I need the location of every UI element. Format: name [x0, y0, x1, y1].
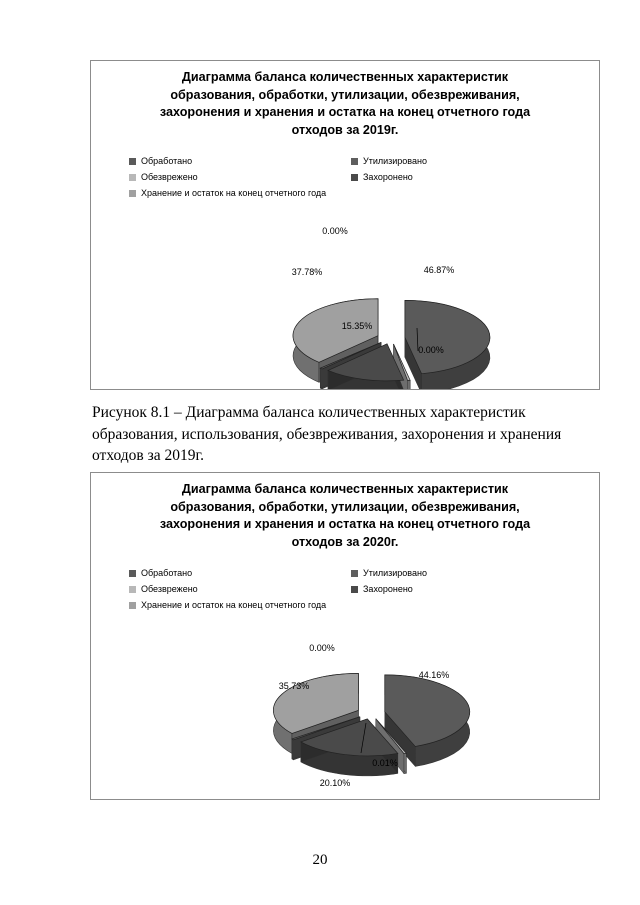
legend-label: Захоронено	[363, 172, 413, 182]
caption-line: отходов за 2019г.	[92, 447, 204, 464]
legend-label: Захоронено	[363, 584, 413, 594]
chart-title-line: образования, обработки, утилизации, обезвреживания,	[170, 87, 520, 102]
caption-line: образования, использования, обезвреживания, захоронения и хранения	[92, 425, 562, 443]
legend-label: Хранение и остаток на конец отчетного года	[141, 600, 327, 610]
chart-title-line: захоронения и хранения и остатка на конец отчетного года	[159, 105, 531, 119]
legend-label: Хранение и остаток на конец отчетного года	[141, 188, 327, 198]
pie-chart-2020	[91, 473, 599, 799]
data-label: 35.73%	[278, 681, 310, 691]
legend-label: Обезврежено	[141, 584, 198, 594]
data-label: 0.00%	[309, 643, 335, 653]
legend-label: Обработано	[141, 568, 193, 578]
chart-title-line: отходов за 2019г.	[291, 122, 399, 137]
data-label: 20.10%	[319, 778, 351, 788]
legend-label: Утилизировано	[363, 156, 427, 166]
data-label: 0.01%	[372, 758, 398, 768]
data-label: 0.00%	[322, 226, 348, 236]
chart-2019	[90, 60, 600, 390]
legend-label: Утилизировано	[363, 568, 427, 578]
chart-title-line: образования, обработки, утилизации, обезвреживания,	[170, 499, 520, 514]
data-label: 44.16%	[418, 670, 450, 680]
chart-title-line: отходов за 2020г.	[291, 534, 399, 549]
chart-title-line: Диаграмма баланса количественных характеристик	[181, 70, 509, 84]
data-label: 0.00%	[418, 345, 444, 355]
chart-title-line: захоронения и хранения и остатка на конец отчетного года	[159, 517, 531, 531]
figure-caption	[92, 402, 592, 467]
data-label: 37.78%	[291, 267, 323, 277]
legend-label: Обезврежено	[141, 172, 198, 182]
pie-chart-2019	[91, 61, 599, 389]
pie-slices	[293, 299, 490, 389]
chart-title-line: Диаграмма баланса количественных характеристик	[181, 482, 509, 496]
data-label: 46.87%	[423, 265, 455, 275]
chart-2020	[90, 472, 600, 800]
legend-label: Обработано	[141, 156, 193, 166]
caption-line: Рисунок 8.1 – Диаграмма баланса количественных характеристик	[92, 404, 526, 421]
page-number: 20	[312, 852, 328, 868]
data-label: 15.35%	[341, 321, 373, 331]
